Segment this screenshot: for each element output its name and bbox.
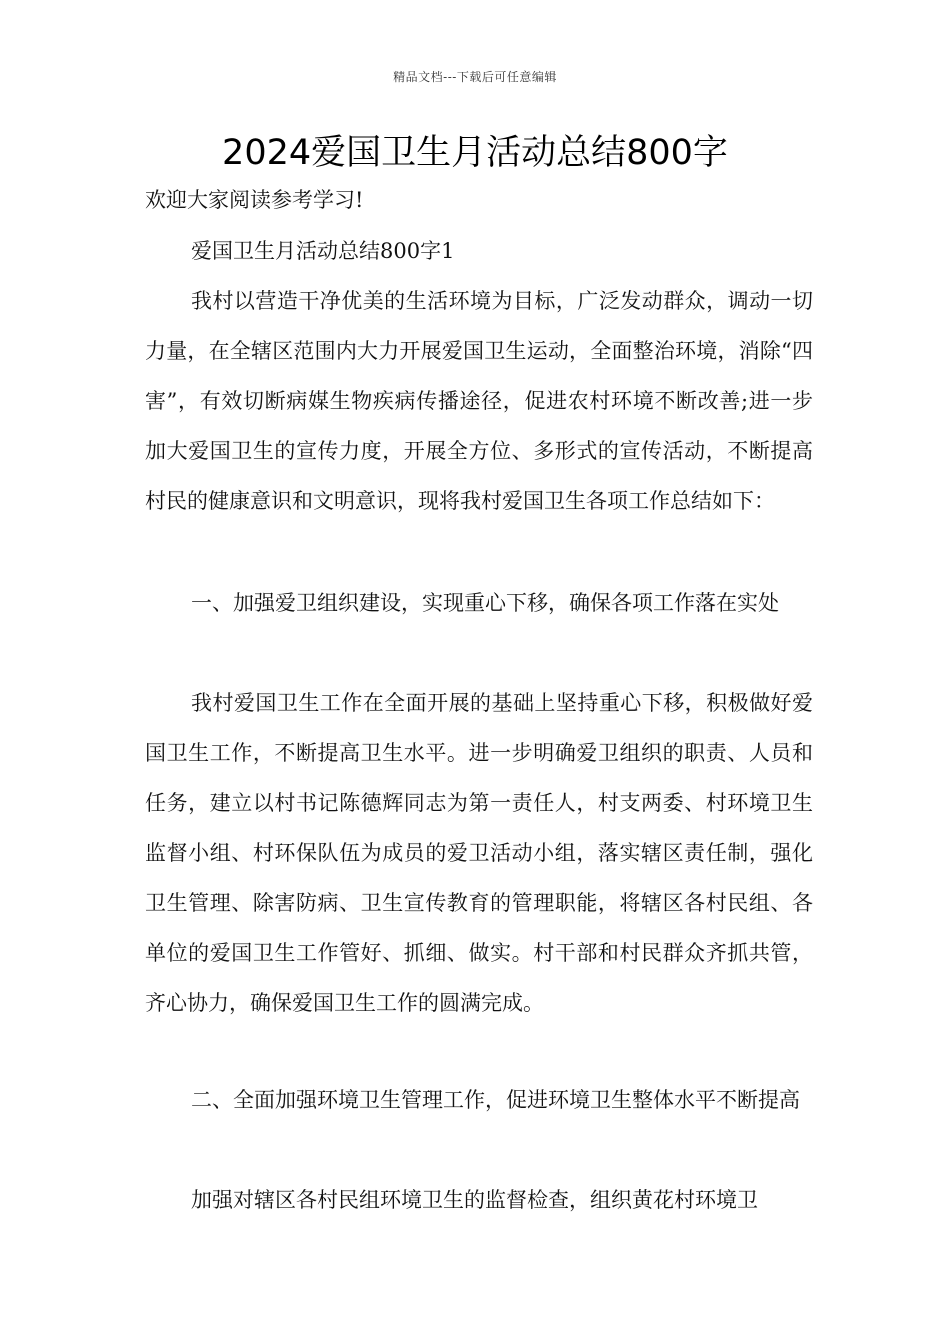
section-heading-1: 一、加强爱卫组织建设，实现重心下移，确保各项工作落在实处	[191, 591, 779, 615]
paragraph-2: 我村爱国卫生工作在全面开展的基础上坚持重心下移，积极做好爱国卫生工作，不断提高卫生水平。进一步明确爱卫组织的职责、人员和任务，建立以村书记陈德辉同志为第一责任人，村支两委、村环境卫生监督小组、村环保队伍为成员的爱卫活动小组，落实辖区责任制，强化卫生管理、除害防病、卫生宣传教育的管理职能，将辖区各村民组、各单位的爱国卫生工作管好、抓细、做实。村干部和村民群众齐抓共管，齐心协力，确保爱国卫生工作的圆满完成。	[145, 691, 813, 1015]
paragraph-3: 加强对辖区各村民组环境卫生的监督检查，组织黄花村环境卫	[191, 1188, 758, 1212]
intro-line: 欢迎大家阅读参考学习!	[145, 188, 364, 212]
paragraph-1: 我村以营造干净优美的生活环境为目标，广泛发动群众，调动一切力量，在全辖区范围内大力开展爱国卫生运动，全面整治环境，消除“四害”，有效切断病媒生物疾病传播途径，促进农村环境不断改善;进一步加大爱国卫生的宣传力度，开展全方位、多形式的宣传活动，不断提高村民的健康意识和文明意识，现将我村爱国卫生各项工作总结如下：	[145, 289, 813, 513]
document-title: 2024爱国卫生月活动总结800字	[222, 133, 728, 173]
section-heading-2: 二、全面加强环境卫生管理工作，促进环境卫生整体水平不断提高	[191, 1088, 800, 1112]
header-note: 精品文档---下载后可任意编辑	[393, 70, 557, 84]
section-subtitle: 爱国卫生月活动总结800字1	[191, 239, 455, 263]
